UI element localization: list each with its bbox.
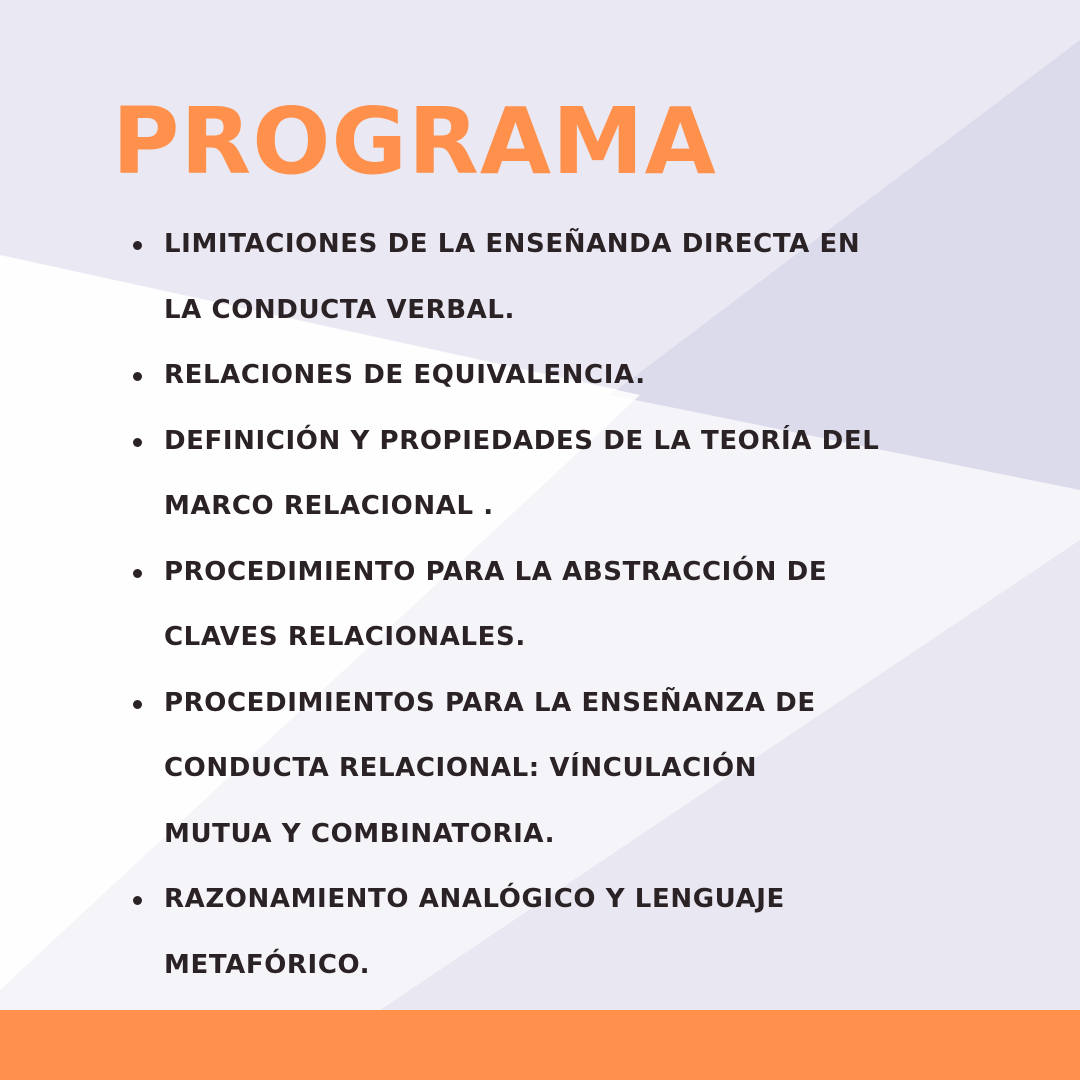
list-item-text: PROCEDIMIENTOS PARA LA ENSEÑANZA DE CONDUCTA RELACIONAL: VÍNCULACIÓN MUTUA Y COMBINATORIA. (164, 687, 816, 849)
bullet-icon (133, 241, 142, 250)
list-item (133, 409, 953, 540)
list-item-text: LIMITACIONES DE LA ENSEÑANDA DIRECTA EN LA CONDUCTA VERBAL. (164, 229, 861, 325)
list-item (133, 343, 953, 409)
bullet-icon (133, 896, 142, 905)
bullet-icon (133, 569, 142, 578)
page-title: PROGRAMA (112, 88, 717, 195)
bullet-icon (133, 372, 142, 381)
bullet-icon (133, 700, 142, 709)
footer-bar (0, 1010, 1080, 1080)
list-item-text: RELACIONES DE EQUIVALENCIA. (164, 360, 646, 390)
list-item (133, 867, 953, 998)
list-item (133, 212, 953, 343)
list-item-text: PROCEDIMIENTO PARA LA ABSTRACCIÓN DE CLAVES RELACIONALES. (164, 556, 828, 652)
list-item-text: RAZONAMIENTO ANALÓGICO Y LENGUAJE METAFÓRICO. (164, 884, 785, 980)
bullet-icon (133, 438, 142, 447)
list-item (133, 540, 953, 671)
program-list (133, 212, 953, 998)
list-item-text: DEFINICIÓN Y PROPIEDADES DE LA TEORÍA DEL MARCO RELACIONAL . (164, 425, 880, 521)
list-item (133, 671, 953, 868)
